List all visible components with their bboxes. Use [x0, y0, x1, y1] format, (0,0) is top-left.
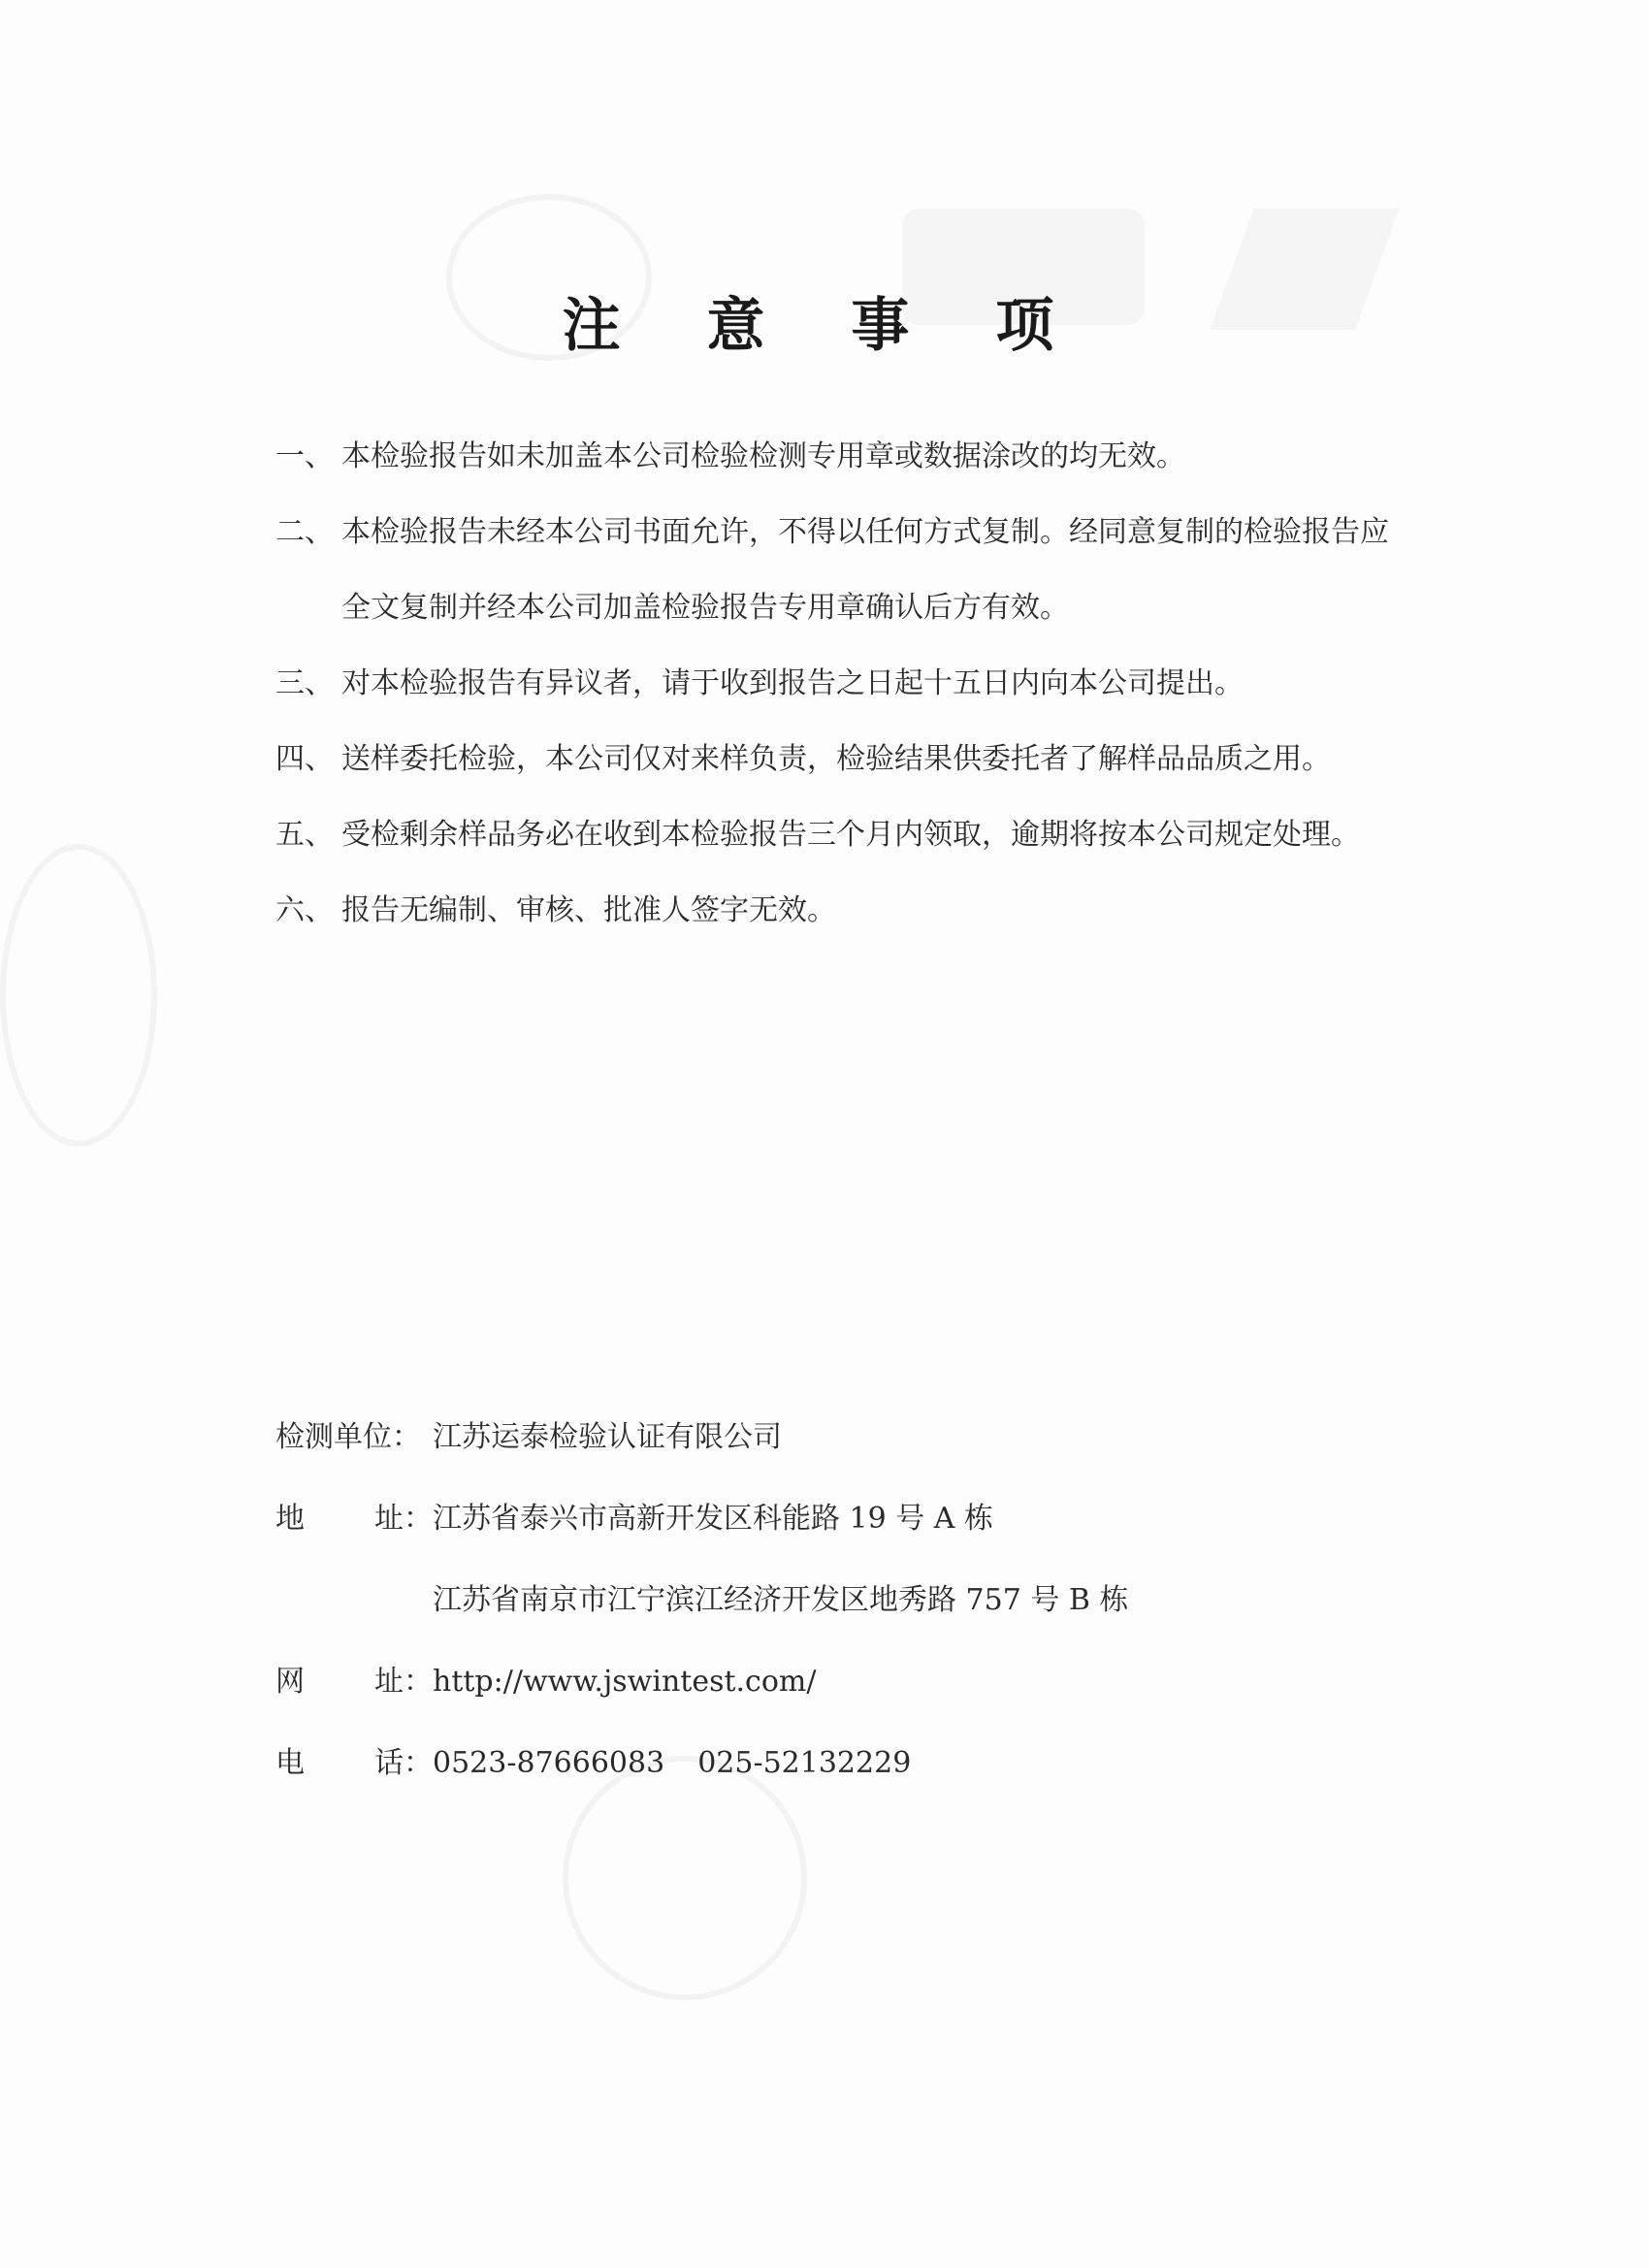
notice-item-number: 五、	[275, 818, 334, 852]
phone-row	[275, 1723, 1342, 1804]
page-title: 注 意 事 项	[562, 292, 1087, 360]
address-label-char: 地	[275, 1502, 305, 1536]
website-url: http://www.jswintest.com/	[433, 1665, 817, 1699]
contact-block	[275, 1397, 1342, 1804]
website-label-char: 址：	[374, 1665, 433, 1699]
phone-label	[275, 1723, 433, 1804]
address-label	[275, 1478, 433, 1641]
notice-item-number: 一、	[275, 439, 334, 473]
bleed-through-seal-mark	[0, 844, 157, 1147]
notice-item-text: 受检剩余样品务必在收到本检验报告三个月内领取，逾期将按本公司规定处理。	[341, 818, 1360, 852]
address-row	[275, 1478, 1342, 1641]
address-line: 江苏省南京市江宁滨江经济开发区地秀路 757 号 B 栋	[433, 1583, 1129, 1617]
notice-item-number: 二、	[275, 515, 334, 549]
testing-unit-label	[275, 1397, 433, 1478]
website-row	[275, 1641, 1342, 1723]
notice-item-text: 报告无编制、审核、批准人签字无效。	[341, 893, 836, 927]
website-label-char: 网	[275, 1665, 305, 1699]
phone-number: 025-52132229	[697, 1746, 912, 1780]
testing-unit-row	[275, 1397, 1342, 1478]
notice-item	[275, 419, 1410, 495]
notice-item-text: 本检验报告如未加盖本公司检验检测专用章或数据涂改的均无效。	[341, 439, 1185, 473]
notice-item	[275, 873, 1410, 949]
notice-item	[275, 646, 1410, 722]
phone-label-char: 电	[275, 1746, 305, 1780]
notice-list	[275, 419, 1410, 949]
phone-label-char: 话：	[374, 1746, 433, 1780]
notice-item-text: 对本检验报告有异议者，请于收到报告之日起十五日内向本公司提出。	[341, 666, 1244, 700]
notice-item	[275, 495, 1410, 646]
notice-item	[275, 797, 1410, 873]
notice-item	[275, 722, 1410, 797]
testing-unit-value: 江苏运泰检验认证有限公司	[433, 1420, 782, 1454]
address-label-char: 址：	[374, 1502, 433, 1536]
address-line: 江苏省泰兴市高新开发区科能路 19 号 A 栋	[433, 1502, 993, 1536]
website-label	[275, 1641, 433, 1723]
phone-number: 0523-87666083	[433, 1746, 665, 1780]
notice-item-number: 六、	[275, 893, 334, 927]
notice-item-number: 三、	[275, 666, 334, 700]
notice-item-text: 本检验报告未经本公司书面允许，不得以任何方式复制。经同意复制的检验报告应全文复制并经本公司加盖检验报告专用章确认后方有效。	[341, 515, 1389, 625]
notice-item-text: 送样委托检验，本公司仅对来样负责，检验结果供委托者了解样品品质之用。	[341, 742, 1331, 776]
notice-item-number: 四、	[275, 742, 334, 776]
testing-unit-label-text: 检测单位：	[275, 1420, 421, 1454]
